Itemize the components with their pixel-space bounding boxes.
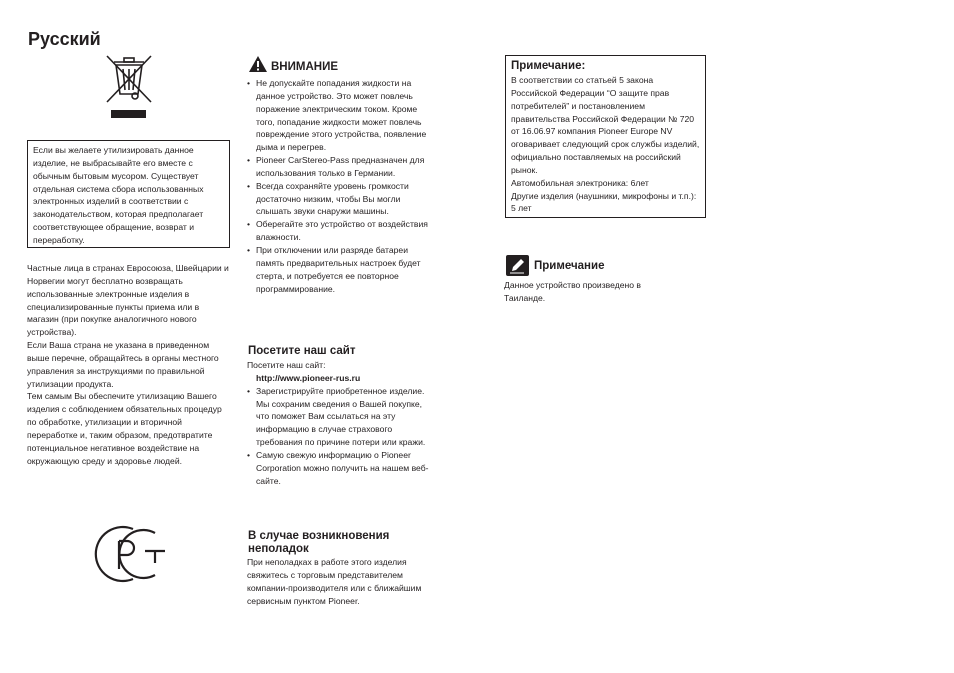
warning-heading: ВНИМАНИЕ [271,61,339,73]
visit-list [247,385,437,488]
note-box-line: Другие изделия (наушники, микрофоны и т.п.): 5 лет [511,190,697,214]
note-heading: Примечание [534,260,605,272]
trouble-heading: В случае возникновения неполадок [248,530,390,555]
note-pencil-icon [506,255,529,276]
visit-section [247,359,437,487]
disposal-paragraph: Если Ваша страна не указана в приведенном выше перечне, обращайтесь в органы местного управления за инструкциями по правильной утилизации продукта. [27,340,219,389]
note-box-title: Примечание: [511,60,586,72]
page-title: Русский [28,29,101,49]
disposal-paragraph: Частные лица в странах Евросоюза, Швейцарии и Норвегии могут бесплатно возвращать использованные электронные изделия в специализированные пункты приема или в магазин (при покупке аналогичного нового устройства). [27,263,229,338]
disposal-box-text: Если вы желаете утилизировать данное изделие, не выбрасывайте его вместе с обычным бытовым мусором. Существует отдельная система сбора использованных электронных изделий в соответствии с законодательством, которая предполагает соответствующее обращение, возврат и переработку. [33,145,204,245]
warning-item: • Pioneer CarStereo-Pass предназначен для использования только в Германии. [247,154,437,180]
disposal-paragraph: Тем самым Вы обеспечите утилизацию Вашего изделия с соблюдением обязательных процедур по обработке, утилизации и вторичной переработке и, таким образом, предотвратите потенциальное негативное воздействие на окружающую среду и здоровье людей. [27,391,222,466]
visit-item: • Зарегистрируйте приобретенное изделие. Мы сохраним сведения о Вашей покупке, что поможет Вам ссылаться на эту информацию в случае страхового требования по причине потери или кражи. [247,385,437,449]
visit-item: • Самую свежую информацию о Pioneer Corporation можно получить на нашем веб-сайте. [247,449,437,488]
note-text: Данное устройство произведено в Таиланде. [504,280,641,303]
note-box [505,55,706,218]
disposal-text [27,262,233,468]
trouble-text: При неполадках в работе этого изделия свяжитесь с торговым представителем компании-производителя или с ближайшим сервисным пунктом Pioneer. [247,557,422,606]
warning-item: • Оберегайте это устройство от воздействия влажности. [247,218,437,244]
warning-item: • Всегда сохраняйте уровень громкости достаточно низким, чтобы Вы могли слышать звуки снаружи машины. [247,180,437,219]
warning-item: • При отключении или разряде батареи память предварительных настроек будет стерта, и потребуется ее повторное программирование. [247,244,437,295]
visit-intro: Посетите наш сайт: [247,360,326,370]
warning-triangle-icon [248,55,268,73]
note-box-line: Автомобильная электроника: 6лет [511,177,649,188]
warning-list [247,77,437,295]
warning-item: • Не допускайте попадания жидкости на данное устройство. Это может повлечь поражение электрическим током. Кроме того, попадание жидкости может повлечь повреждение этого устройства, появление дыма и перегрев. [247,77,437,154]
pct-certification-logo [89,523,167,585]
crossed-bin-icon [104,54,154,120]
website-link[interactable]: http://www.pioneer-rus.ru [256,372,361,383]
disposal-box [27,140,230,248]
note-box-text: В соответствии со статьей 5 закона Российской Федерации “О защите прав потребителей” и постановлением правительства Российской Федерации № 720 от 16.06.97 компания Pioneer Europe NV оговаривает следующий срок службы изделий, официально поставляемых на российский рынок. [511,75,700,175]
visit-heading: Посетите наш сайт [248,345,356,357]
